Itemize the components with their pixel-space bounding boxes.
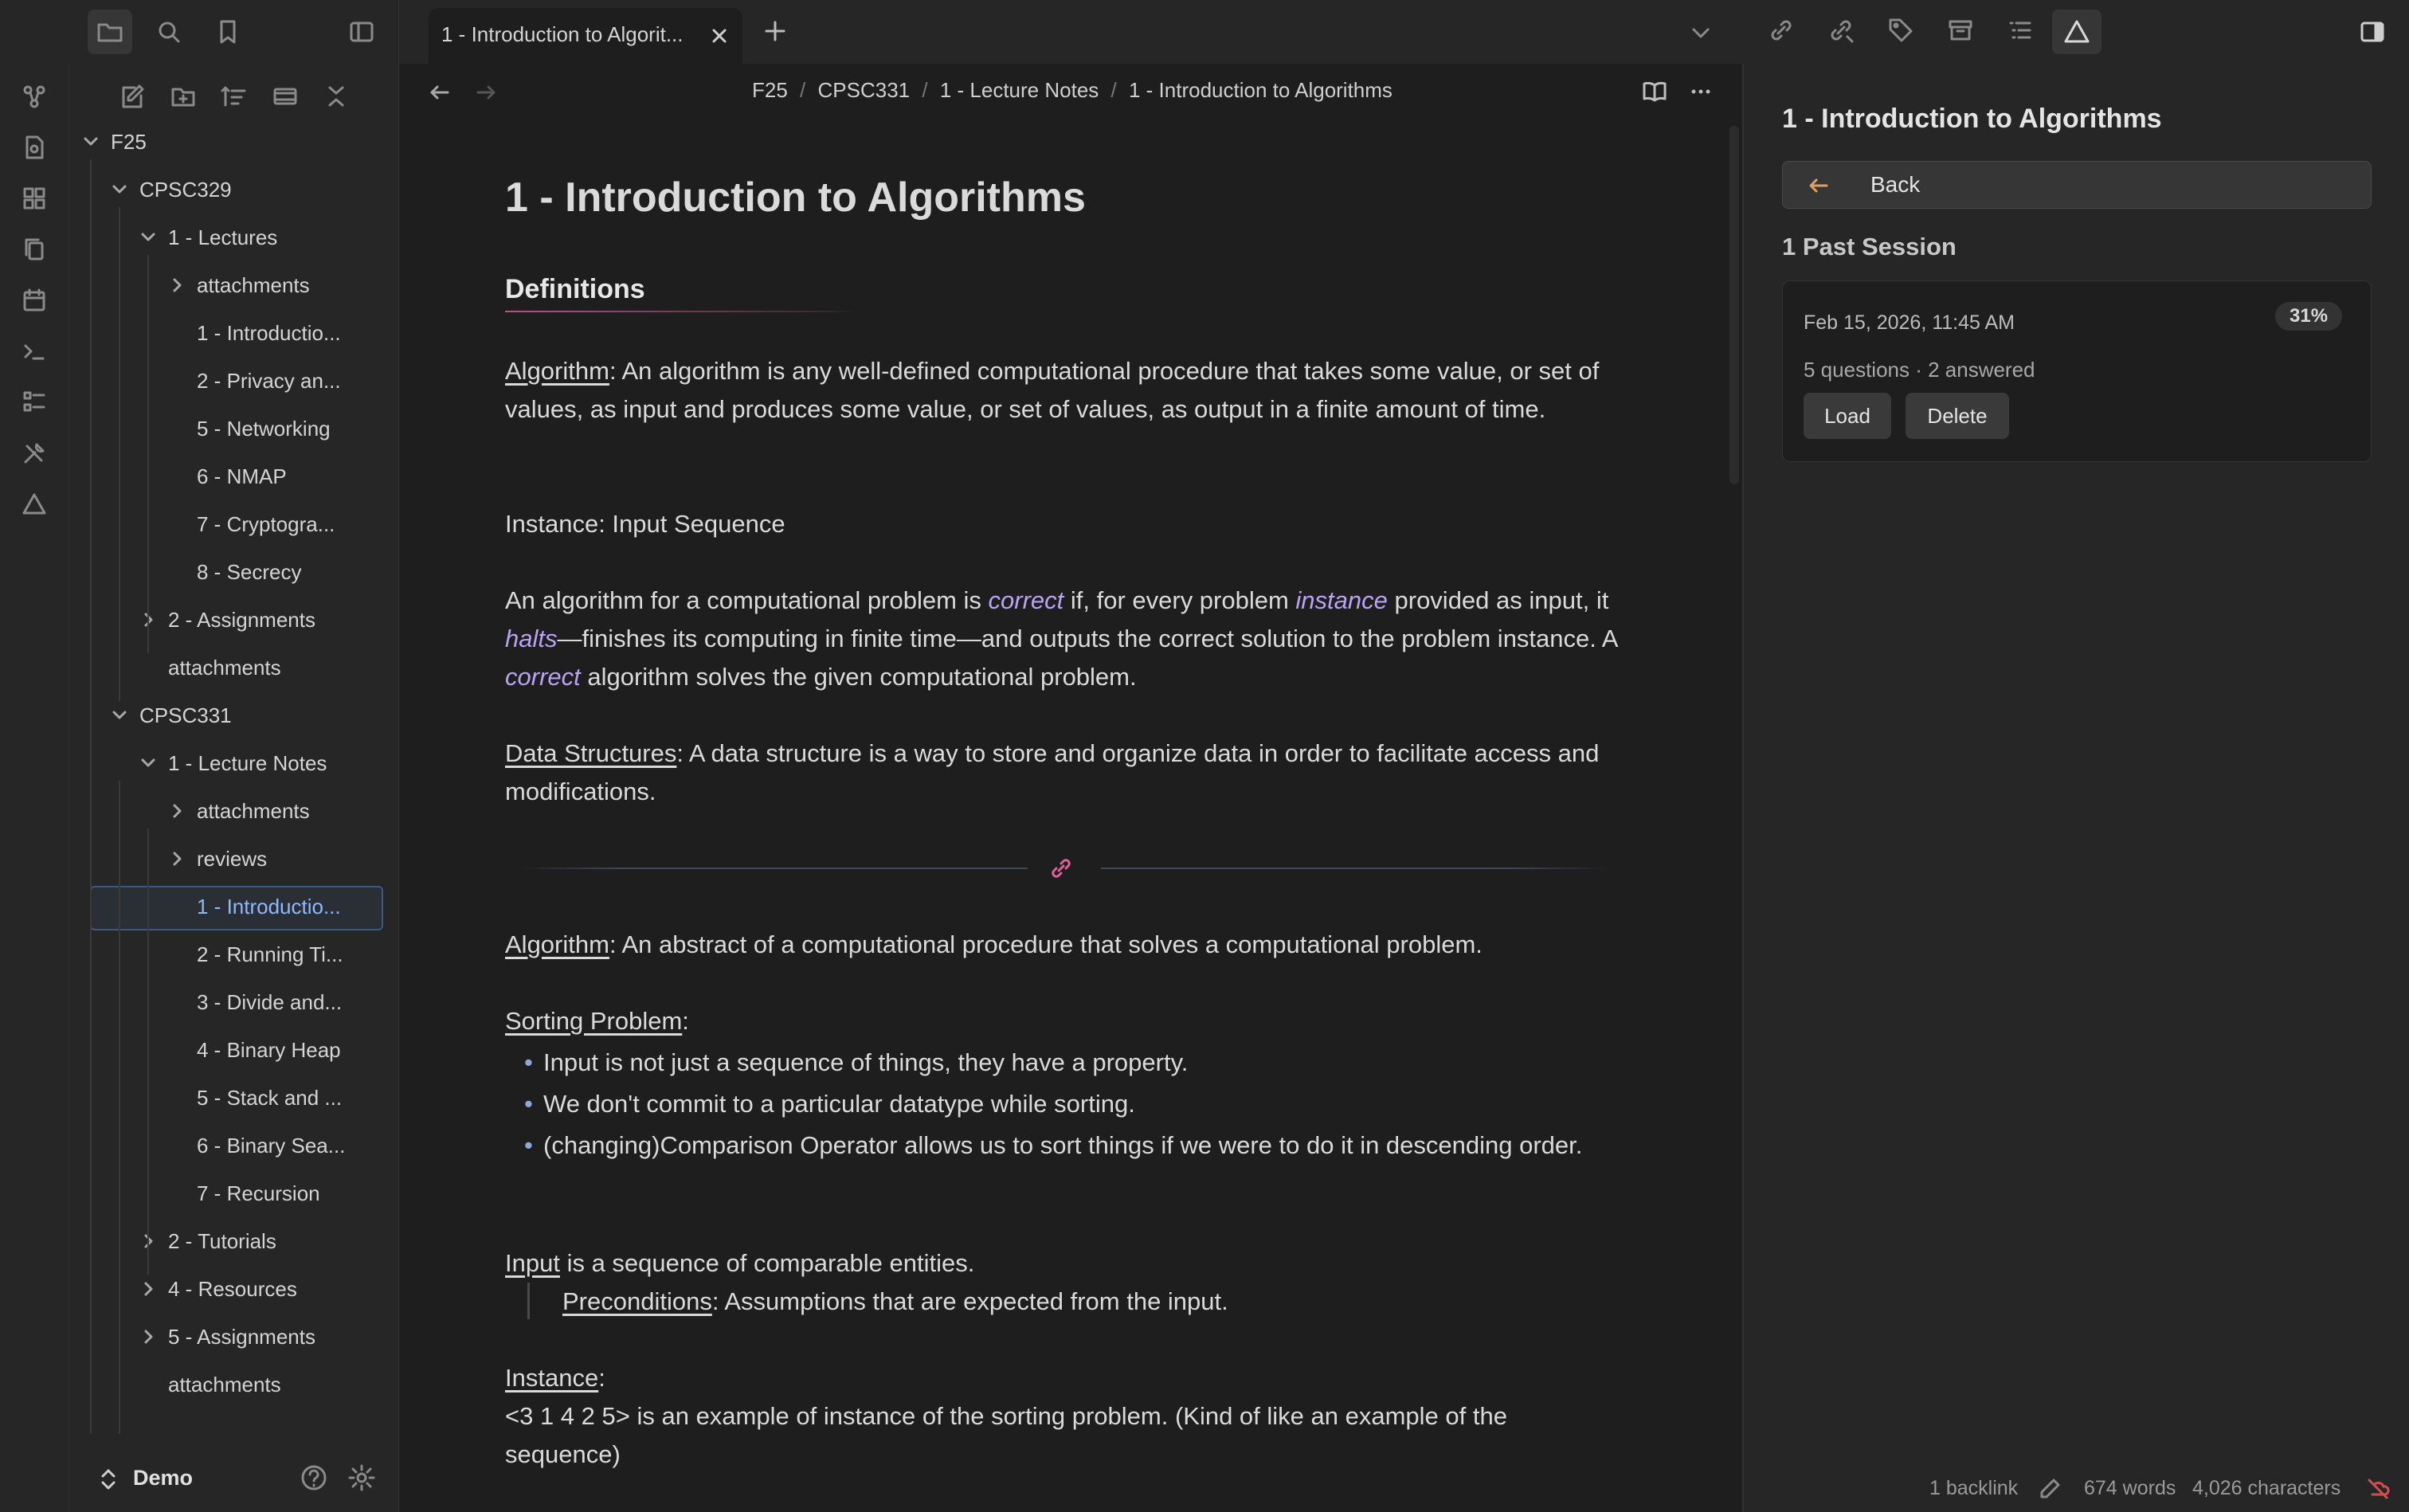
tree-item-label: attachments [168, 1373, 281, 1396]
text: An algorithm for a computational problem is [505, 586, 989, 614]
tree-guide-line [147, 828, 149, 1275]
session-date: Feb 15, 2026, 11:45 AM [1804, 311, 2015, 334]
tree-item-label: 1 - Introductio... [197, 321, 341, 345]
tree-item-label: 2 - Assignments [168, 608, 315, 632]
status-bar [1909, 1466, 2409, 1512]
tree-item-label: attachments [168, 656, 281, 680]
blockquote-preconditions [562, 1283, 1598, 1321]
sessions-heading: 1 Past Session [1782, 233, 1957, 260]
tree-item-label: CPSC331 [139, 703, 232, 727]
quiz-view-button[interactable] [2052, 10, 2102, 54]
breadcrumb-separator: / [922, 78, 928, 102]
outline-icon[interactable] [2006, 16, 2035, 45]
paragraph-instance-heading [505, 1359, 1620, 1397]
search-icon [155, 18, 183, 46]
paragraph-input [505, 1244, 1620, 1283]
templates-button[interactable] [16, 231, 53, 268]
load-session-button[interactable]: Load [1804, 393, 1891, 439]
tree-item-label: 6 - NMAP [197, 464, 287, 488]
bullet-dot: • [524, 1131, 533, 1159]
archive-icon[interactable] [1946, 16, 1975, 45]
term-algorithm: Algorithm [505, 930, 609, 958]
paragraph-correctness [505, 582, 1620, 696]
copy-icon [21, 236, 48, 263]
chevron-right-icon[interactable] [168, 802, 186, 820]
chevron-right-icon[interactable] [139, 1280, 157, 1298]
outgoing-links-icon[interactable] [1827, 16, 1855, 45]
term-algorithm: Algorithm [505, 357, 609, 385]
command-palette-button[interactable] [16, 333, 53, 370]
tree-item-label: 8 - Secrecy [197, 560, 302, 584]
breadcrumb-current-note[interactable]: 1 - Introduction to Algorithms [1128, 78, 1393, 102]
panel-title: 1 - Introduction to Algorithms [1782, 104, 2162, 134]
tree-item-label: 1 - Lectures [168, 225, 278, 249]
breadcrumb-separator: / [1110, 78, 1117, 102]
triangle-icon [2062, 18, 2091, 46]
sort-icon[interactable] [221, 83, 248, 110]
collapse-all-icon[interactable] [323, 83, 350, 110]
delete-session-button[interactable]: Delete [1906, 393, 2009, 439]
term-input: Input [505, 1249, 560, 1277]
bullet-dot: • [524, 1090, 533, 1118]
triangle-icon [21, 491, 48, 518]
breadcrumb [752, 78, 1393, 103]
files-view-button[interactable] [88, 10, 132, 54]
tree-item-label: attachments [197, 799, 310, 823]
text: We don't commit to a particular datatype while sorting. [543, 1090, 1135, 1118]
paragraph-algorithm-abstract [505, 926, 1620, 964]
chevron-down-icon[interactable] [82, 133, 100, 151]
emphasis-halts: halts [505, 625, 558, 652]
tree-guide-line [90, 159, 92, 1434]
help-icon[interactable] [299, 1463, 329, 1493]
new-tab-icon[interactable] [763, 19, 787, 43]
session-card [1782, 280, 2372, 462]
tree-item-label: 3 - Divide and... [197, 990, 343, 1014]
chevron-down-icon[interactable] [111, 181, 128, 198]
sync-error-icon[interactable] [2366, 1477, 2390, 1501]
back-arrow-icon[interactable] [427, 80, 452, 105]
bookmark-icon [213, 18, 242, 46]
text: is a sequence of comparable entities. [559, 1249, 975, 1277]
tree-item-label: 5 - Networking [197, 417, 331, 441]
tree-guide-line [147, 255, 149, 653]
bullet-list [505, 1044, 1620, 1165]
tree-item-label: CPSC329 [139, 178, 232, 202]
divider-right [1101, 868, 1611, 869]
graph-icon [21, 83, 48, 110]
text: —finishes its computing in finite time—and outputs the correct solution to the problem instance. A [557, 625, 1617, 652]
tree-item-label: 1 - Lecture Notes [168, 751, 327, 775]
breadcrumb-f25[interactable]: F25 [752, 78, 788, 102]
chevron-down-icon[interactable] [111, 707, 128, 724]
settings-gear-icon[interactable] [347, 1463, 377, 1493]
paragraph-algorithm-definition [505, 352, 1620, 429]
file-explorer [69, 64, 399, 1512]
tools-button[interactable] [16, 435, 53, 472]
list-checks-icon [21, 389, 48, 416]
text: provided as input, it [1387, 586, 1609, 614]
paragraph-data-structures [505, 734, 1620, 811]
note-title: 1 - Introduction to Algorithms [505, 174, 1086, 221]
scrollbar[interactable] [1729, 126, 1739, 484]
tree-item-label: 4 - Binary Heap [197, 1038, 341, 1062]
tree-item-label: 5 - Assignments [168, 1325, 315, 1349]
ribbon [0, 64, 69, 1512]
chevron-right-icon[interactable] [139, 1328, 157, 1346]
graph-view-button[interactable] [16, 78, 53, 115]
paragraph-instance: Instance: Input Sequence [505, 510, 785, 538]
term-data-structures: Data Structures [505, 739, 677, 767]
tab-active[interactable] [429, 8, 742, 64]
search-view-button[interactable] [147, 10, 191, 54]
breadcrumb-cpsc331[interactable]: CPSC331 [817, 78, 911, 102]
session-score-badge: 31% [2275, 302, 2342, 331]
text: : A data structure is a way to store and organize data in order to facilitate access and modifications. [505, 739, 1600, 805]
close-icon[interactable] [709, 25, 730, 46]
breadcrumb-separator: / [800, 78, 806, 102]
list-item [505, 1044, 1620, 1082]
bullet-dot: • [524, 1048, 533, 1076]
link-icon [1048, 856, 1074, 881]
edit-pencil-icon[interactable] [2038, 1477, 2062, 1501]
tab-list-chevron-icon[interactable] [1689, 21, 1713, 45]
tree-item-label: 2 - Privacy an... [197, 369, 341, 393]
sidebar-right-icon[interactable] [2358, 18, 2387, 46]
new-folder-icon[interactable] [170, 83, 197, 110]
sidebar-toolbar [0, 0, 399, 64]
list-item [505, 1126, 1603, 1165]
bookmarks-view-button[interactable] [206, 10, 250, 54]
tree-item-label: 7 - Recursion [197, 1181, 320, 1205]
text: : Assumptions that are expected from the input. [711, 1287, 1228, 1315]
session-summary: 5 questions · 2 answered [1804, 358, 2035, 382]
divider-left [518, 868, 1028, 869]
text: if, for every problem [1063, 586, 1296, 614]
character-count: 4,026 characters [2192, 1477, 2341, 1499]
text: : An abstract of a computational procedure that solves a computational problem. [609, 930, 1483, 958]
tree-guide-line [119, 781, 120, 1434]
canvas-button[interactable] [16, 180, 53, 217]
text: Input is not just a sequence of things, they have a property. [543, 1048, 1189, 1076]
term-sorting-problem: Sorting Problem [505, 1007, 683, 1035]
tree-item-label: 5 - Stack and ... [197, 1086, 343, 1110]
document-search-icon [21, 134, 48, 161]
more-options-icon[interactable] [1687, 78, 1714, 105]
back-button[interactable] [1782, 161, 2372, 209]
text: : An algorithm is any well-defined computational procedure that takes some value, or set of values, as input and produces some value, or set of values, as output in a finite amount of time. [505, 357, 1600, 423]
term-preconditions: Preconditions [562, 1287, 712, 1315]
emphasis-correct: correct [505, 663, 581, 691]
chevron-right-icon[interactable] [168, 850, 186, 868]
emphasis-correct: correct [988, 586, 1064, 614]
paragraph-instance-example: <3 1 4 2 5> is an example of instance of the sorting problem. (Kind of like an example of the sequence) [505, 1402, 1507, 1468]
toggle-left-sidebar-button[interactable] [339, 10, 384, 54]
quiz-button[interactable] [16, 486, 53, 523]
blockquote-bar [527, 1283, 530, 1319]
sidebar-left-icon [347, 18, 376, 46]
tree-item-label: F25 [111, 130, 147, 154]
tree-item-label: 6 - Binary Sea... [197, 1134, 346, 1158]
vault-name[interactable]: Demo [133, 1466, 194, 1490]
vault-switch-icon[interactable] [98, 1466, 119, 1493]
emphasis-instance: instance [1295, 586, 1388, 614]
kanban-button[interactable] [16, 384, 53, 421]
backlinks-icon[interactable] [1767, 16, 1796, 45]
forward-arrow-icon[interactable] [473, 80, 499, 105]
tree-item-label: attachments [197, 273, 310, 297]
new-note-icon[interactable] [119, 83, 146, 110]
tree-item-label: 2 - Running Ti... [197, 942, 343, 966]
calendar-button[interactable] [16, 282, 53, 319]
arrow-left-icon [1807, 174, 1831, 198]
word-count: 674 words [2084, 1477, 2176, 1499]
text: : [682, 1007, 689, 1035]
calendar-icon [21, 287, 48, 314]
tab-title: 1 - Introduction to Algorit... [441, 22, 684, 46]
daily-note-button[interactable] [16, 129, 53, 166]
term-instance: Instance [505, 1364, 599, 1392]
auto-reveal-icon[interactable] [272, 83, 299, 110]
back-label: Back [1870, 172, 1921, 197]
terminal-icon [21, 338, 48, 365]
wrench-icon [21, 440, 48, 467]
reading-view-icon[interactable] [1641, 78, 1668, 105]
text: : [598, 1364, 605, 1392]
text: algorithm solves the given computational problem. [580, 663, 1137, 691]
tree-item-label: 4 - Resources [168, 1277, 297, 1301]
chevron-right-icon[interactable] [168, 276, 186, 294]
tree-item-label: 1 - Introductio... [197, 895, 341, 919]
tags-icon[interactable] [1886, 16, 1915, 45]
chevron-down-icon[interactable] [139, 754, 157, 772]
folder-icon [96, 18, 124, 46]
grid-icon [21, 185, 48, 212]
text: (changing)Comparison Operator allows us to sort things if we were to do it in descending order. [543, 1131, 1583, 1159]
breadcrumb-lecture-notes[interactable]: 1 - Lecture Notes [939, 78, 1099, 102]
tree-guide-line [119, 207, 120, 701]
quiz-panel [1742, 64, 2409, 1512]
paragraph-sorting-problem [505, 1002, 1620, 1040]
tree-item-label: 7 - Cryptogra... [197, 512, 335, 536]
tree-item-label: reviews [197, 847, 268, 871]
heading-underline [505, 311, 856, 312]
backlinks-count[interactable]: 1 backlink [1929, 1477, 2019, 1499]
list-item [505, 1085, 1620, 1123]
chevron-down-icon[interactable] [139, 229, 157, 246]
heading-definitions: Definitions [505, 274, 645, 304]
tree-item-label: 2 - Tutorials [168, 1229, 276, 1253]
